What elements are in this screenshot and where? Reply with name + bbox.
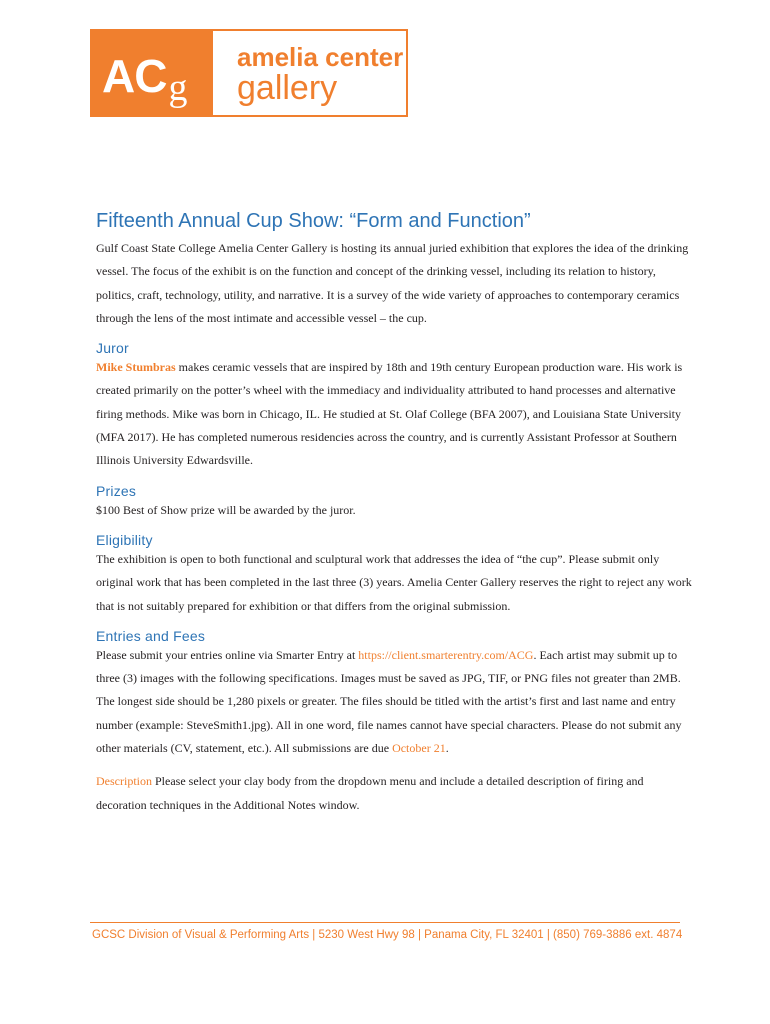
prizes-heading: Prizes	[96, 482, 137, 499]
intro-paragraph: Gulf Coast State College Amelia Center Gallery is hosting its annual juried exhibition that explores the idea of the drinking vessel. The focus of the exhibit is on the function and concept of the drinking vessel, including its relation to history, politics, craft, technology, utility, and narrative. It is a survey of the wide variety of approaches to contemporary ceramics through the lens of the most intimate and accessible vessel – the cup.	[96, 241, 689, 325]
due-date: October 21	[392, 741, 446, 756]
logo-mark-letters: AC	[102, 50, 167, 102]
logo-line-1: amelia center	[237, 42, 404, 72]
logo-wordmark	[213, 31, 403, 115]
juror-heading: Juror	[96, 340, 129, 357]
logo-mark	[92, 31, 213, 115]
juror-bio: makes ceramic vessels that are inspired by 18th and 19th century European production ware. His work is created primarily on the potter’s wheel with the immediacy and individuality attributed to hand processes and alternative firing methods. Mike was born in Chicago, IL. He studied at St. Olaf College (BFA 2007), and Louisiana State University (MFA 2017). He has completed numerous residencies across the country, and is currently Assistant Professor at Southern Illinois University Edwardsville.	[96, 360, 683, 468]
juror-name: Mike Stumbras	[96, 360, 176, 375]
page-title: Fifteenth Annual Cup Show: “Form and Function”	[96, 210, 531, 232]
logo-mark-sub: g	[168, 67, 188, 109]
eligibility-paragraph: The exhibition is open to both functional and sculptural work that addresses the idea of “the cup”. Please submit only original work that has been completed in the last three (3) years. Amelia Center Gallery reserves the right to reject any work that is not suitably prepared for exhibition or that differs from the original submission.	[96, 551, 692, 613]
eligibility-heading: Eligibility	[96, 531, 153, 548]
description-text: Please select your clay body from the dropdown menu and include a detailed description of firing and decoration techniques in the Additional Notes window.	[96, 774, 644, 812]
entries-text-b: . Each artist may submit up to three (3) images with the following specifications. Images must be saved as JPG, TIF, or PNG files not greater than 2MB. The longest side should be 1,280 pixels or greater. The files should be titled with the artist’s first and last name and entry number (example: SteveSmith1.jpg). All in one word, file names cannot have special characters. Please do not submit any other materials (CV, statement, etc.). All submissions are due	[96, 647, 682, 756]
gallery-logo	[90, 29, 408, 117]
smarter-entry-link[interactable]: https://client.smarterentry.com/ACG	[358, 647, 534, 662]
logo-line-2: gallery	[237, 69, 338, 107]
entries-heading: Entries and Fees	[96, 627, 206, 644]
entries-text-a: Please submit your entries online via Smarter Entry at	[96, 647, 359, 662]
entries-paragraph	[96, 644, 696, 760]
footer-divider	[90, 922, 680, 923]
juror-paragraph	[96, 356, 696, 472]
prizes-paragraph: $100 Best of Show prize will be awarded by the juror.	[96, 502, 356, 517]
footer-contact: GCSC Division of Visual & Performing Arts | 5230 West Hwy 98 | Panama City, FL 32401 | (850) 769-3886 ext. 4874	[92, 929, 683, 941]
entries-text-c: .	[445, 741, 449, 756]
description-paragraph	[96, 770, 696, 817]
main-content	[96, 210, 696, 817]
description-label: Description	[96, 774, 152, 789]
